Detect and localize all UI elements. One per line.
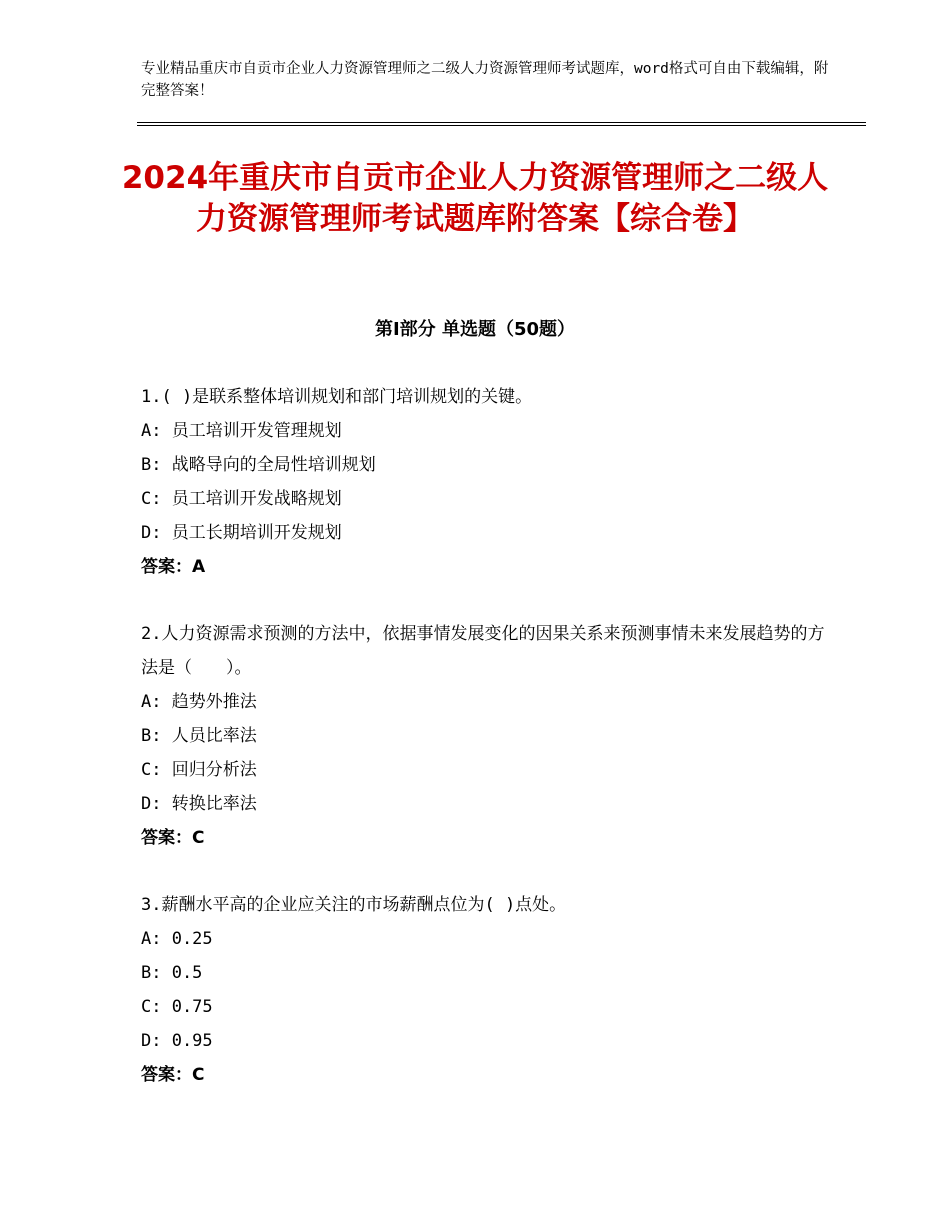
question-2 — [141, 617, 831, 855]
option-d: D: 员工长期培训开发规划 — [141, 523, 342, 543]
section-heading: 第Ⅰ部分 单选题（50题） — [374, 319, 575, 340]
question-1 — [141, 380, 831, 584]
option-d: D: 转换比率法 — [141, 794, 257, 814]
header-note: 专业精品重庆市自贡市企业人力资源管理师之二级人力资源管理师考试题库，word格式可自由下载编辑，附完整答案！ — [141, 61, 829, 99]
option-c: C: 0.75 — [141, 997, 213, 1017]
question-3 — [141, 888, 831, 1092]
option-a: A: 0.25 — [141, 929, 213, 949]
answer: 答案：C — [141, 1065, 205, 1085]
option-a: A: 员工培训开发管理规划 — [141, 421, 342, 441]
option-d: D: 0.95 — [141, 1031, 213, 1051]
question-stem: 2.人力资源需求预测的方法中，依据事情发展变化的因果关系来预测事情未来发展趋势的方法是（ ）。 — [141, 624, 825, 678]
option-c: C: 员工培训开发战略规划 — [141, 489, 342, 509]
answer: 答案：A — [141, 557, 206, 577]
option-b: B: 0.5 — [141, 963, 203, 983]
question-stem: 3.薪酬水平高的企业应关注的市场薪酬点位为( )点处。 — [141, 895, 567, 915]
header-divider-top — [137, 122, 866, 123]
header-divider-bottom — [137, 125, 866, 126]
answer: 答案：C — [141, 828, 205, 848]
question-stem: 1.( )是联系整体培训规划和部门培训规划的关键。 — [141, 387, 533, 407]
document-title: 2024年重庆市自贡市企业人力资源管理师之二级人力资源管理师考试题库附答案【综合卷】 — [121, 160, 829, 237]
option-c: C: 回归分析法 — [141, 760, 257, 780]
question-list — [141, 380, 831, 1125]
option-b: B: 战略导向的全局性培训规划 — [141, 455, 376, 475]
option-b: B: 人员比率法 — [141, 726, 257, 746]
option-a: A: 趋势外推法 — [141, 692, 257, 712]
